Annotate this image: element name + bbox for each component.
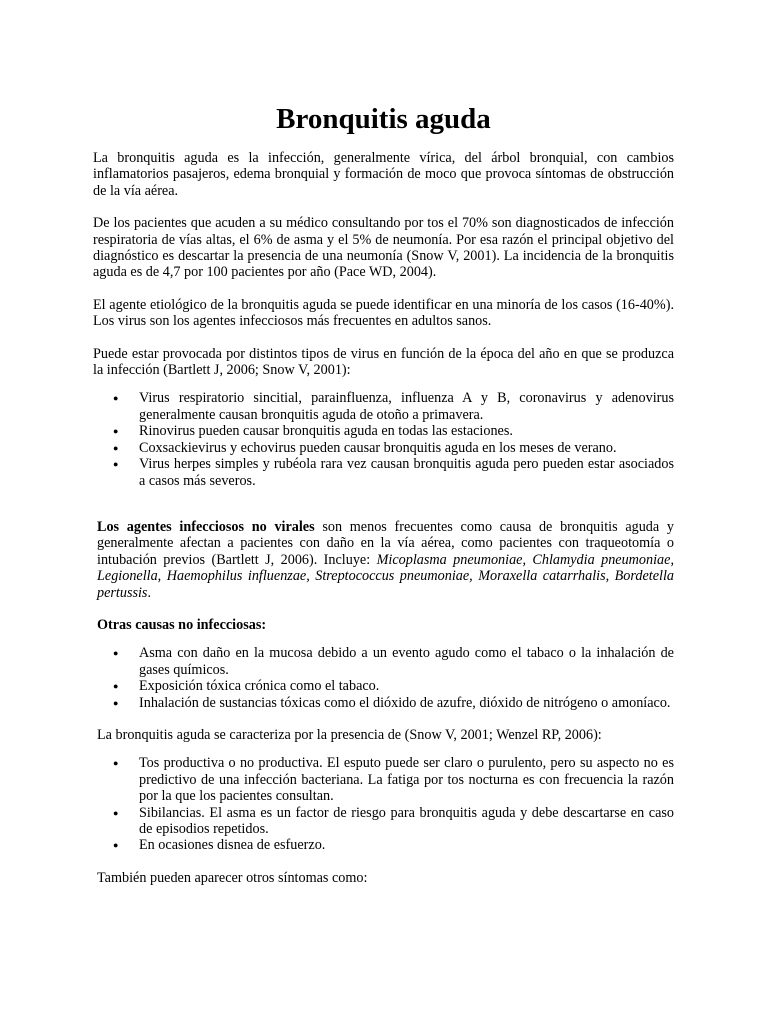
list-item: ● Asma con daño en la mucosa debido a un evento agudo como el tabaco o la inhalación de gases químicos.	[139, 645, 674, 678]
list-item: ● Coxsackievirus y echovirus pueden causar bronquitis aguda en los meses de verano.	[139, 440, 674, 456]
paragraph-end: .	[147, 584, 151, 601]
section-heading	[93, 617, 674, 633]
list-item: ● Tos productiva o no productiva. El esputo puede ser claro o purulento, pero su aspecto no es predictivo de una infección bacteriana. La fatiga por tos nocturna es con frecuencia la razón por la que los pacientes consultan.	[139, 755, 674, 804]
paragraph-other-symptoms: También pueden aparecer otros síntomas como:	[97, 869, 368, 886]
virus-list	[93, 390, 674, 488]
list-item: ● Exposición tóxica crónica como el tabaco.	[139, 678, 674, 694]
list-item: ● En ocasiones disnea de esfuerzo.	[139, 837, 674, 853]
paragraph-etiology: El agente etiológico de la bronquitis aguda se puede identificar en una minoría de los casos (16-40%). Los virus son los agentes infecciosos más frecuentes en adultos sanos.	[93, 296, 674, 330]
non-infectious-list	[93, 645, 674, 711]
symptoms-list	[93, 755, 674, 853]
paragraph-characterized: La bronquitis aguda se caracteriza por la presencia de (Snow V, 2001; Wenzel RP, 2006):	[97, 726, 602, 743]
paragraph-virus-intro: Puede estar provocada por distintos tipos de virus en función de la época del año en que se produzca la infección (Bartlett J, 2006; Snow V, 2001):	[93, 345, 674, 379]
bold-term: Los agentes infecciosos no virales	[97, 518, 315, 535]
list-item: ● Sibilancias. El asma es un factor de riesgo para bronquitis aguda y debe descartarse en caso de episodios repetidos.	[139, 805, 674, 838]
list-item: ● Rinovirus pueden causar bronquitis aguda en todas las estaciones.	[139, 423, 674, 439]
page-title: Bronquitis aguda	[276, 103, 491, 135]
paragraph-non-viral	[93, 519, 674, 601]
list-item: ● Virus respiratorio sincitial, parainfluenza, influenza A y B, coronavirus y adenovirus generalmente causan bronquitis aguda de otoño a primavera.	[139, 390, 674, 423]
list-item: ● Inhalación de sustancias tóxicas como el dióxido de azufre, dióxido de nitrógeno o amoníaco.	[139, 695, 674, 711]
list-item: ● Virus herpes simples y rubéola rara vez causan bronquitis aguda pero pueden estar asociados a casos más severos.	[139, 456, 674, 489]
paragraph-epidemiology: De los pacientes que acuden a su médico consultando por tos el 70% son diagnosticados de infección respiratoria de vías altas, el 6% de asma y el 5% de neumonía. Por esa razón el principal objetivo del diagnóstico es descartar la presencia de una neumonía (Snow V, 2001). La incidencia de la bronquitis aguda es de 4,7 por 100 pacientes por año (Pace WD, 2004).	[93, 215, 674, 281]
paragraph-text: son menos frecuentes como causa de bronquitis aguda y generalmente afectan a pacientes con daño en la vía aérea, como pacientes con traqueotomía o intubación previos (Bartlett J, 2006). Incluye:	[97, 518, 674, 568]
species-list: Micoplasma pneumoniae, Chlamydia pneumoniae, Legionella, Haemophilus influenzae, Streptococcus pneumoniae, Moraxella catarrhalis, Bordetella pertussis	[97, 551, 674, 601]
paragraph-definition: La bronquitis aguda es la infección, generalmente vírica, del árbol bronquial, con cambios inflamatorios pasajeros, edema bronquial y formación de moco que provoca síntomas de obstrucción de la vía aérea.	[93, 150, 674, 199]
section-heading-text: Otras causas no infecciosas:	[97, 616, 267, 633]
